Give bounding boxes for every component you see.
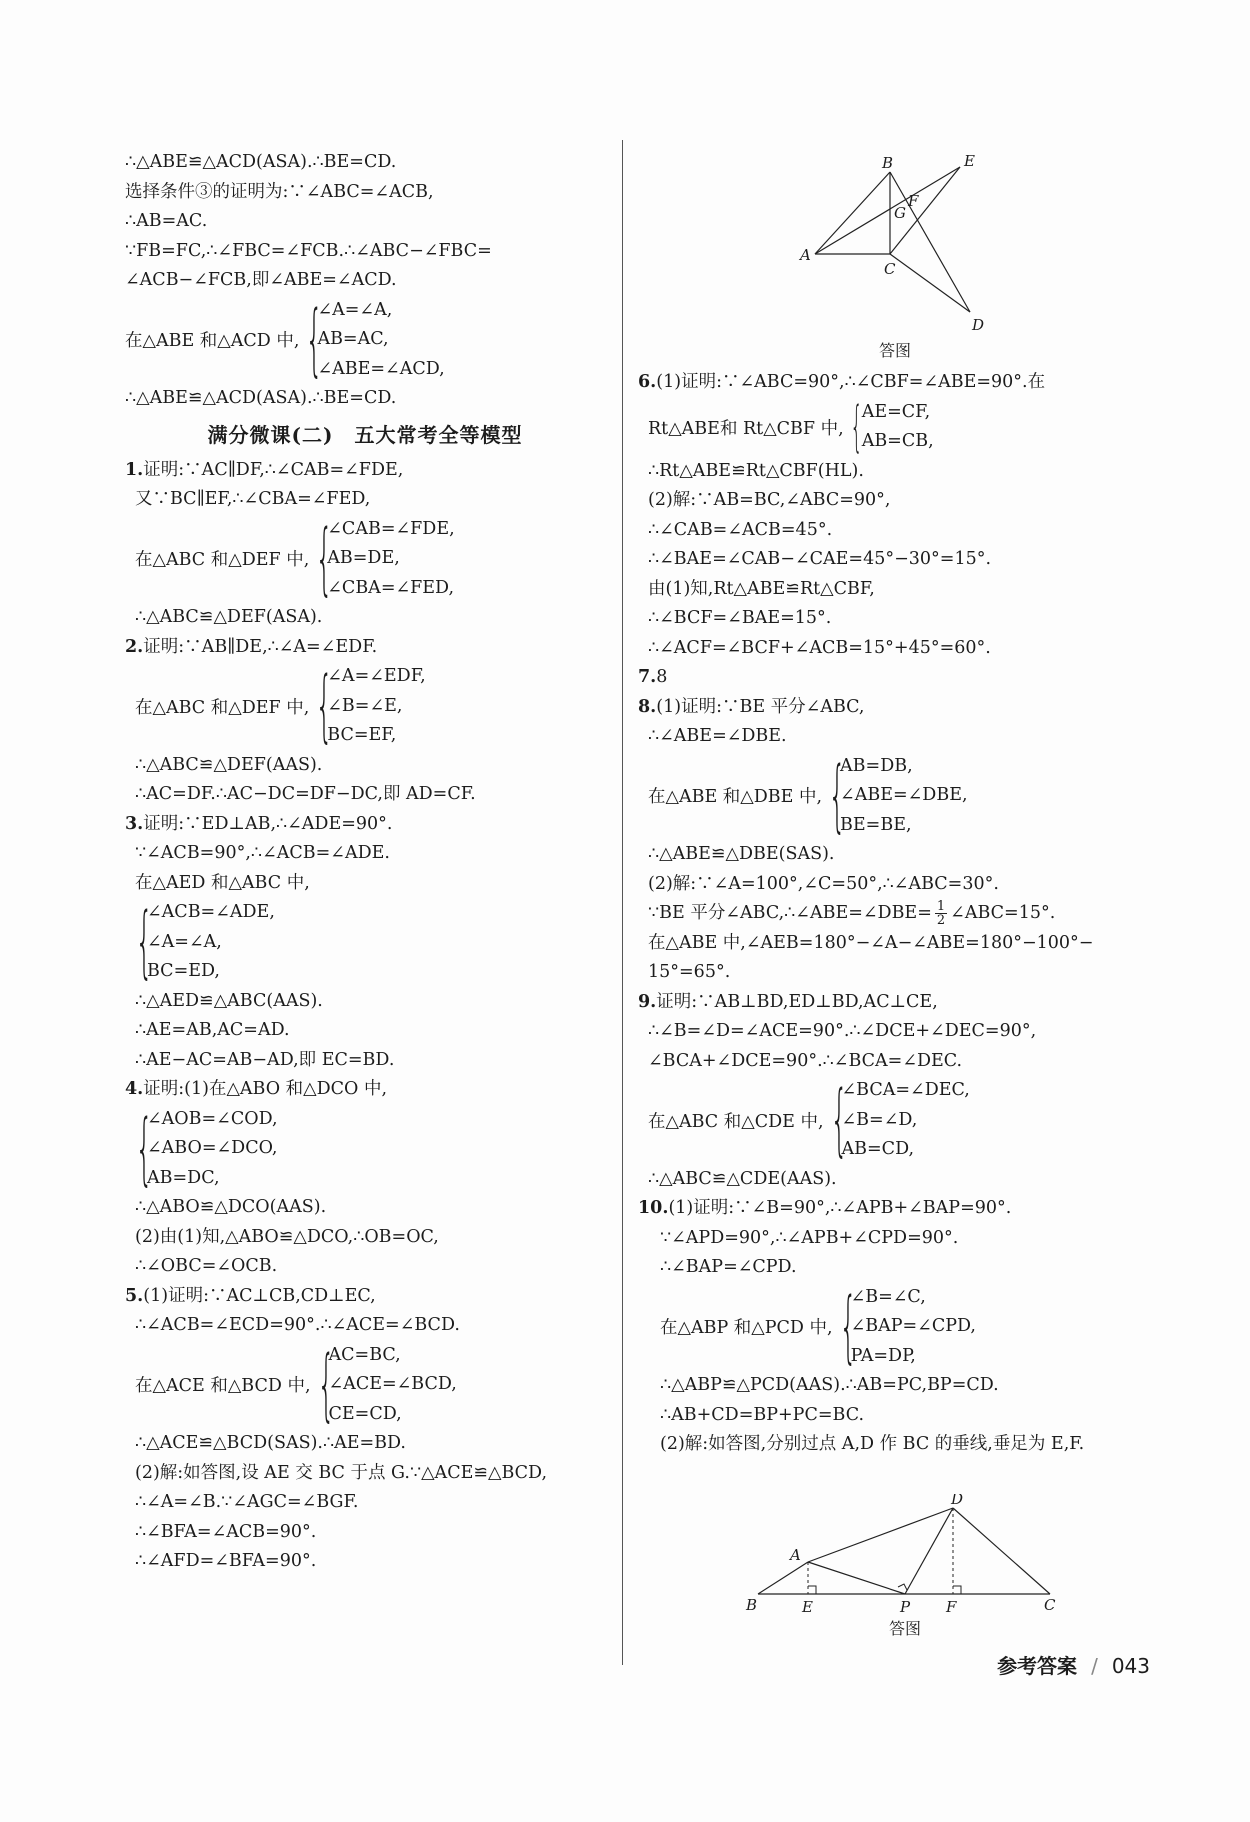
system-line: ∠B=∠C, [850,1286,926,1307]
point-label: C [884,260,896,278]
left-column [125,148,605,1577]
section-title: 满分微课(二) 五大常考全等模型 [207,422,523,447]
point-label: G [894,204,906,222]
point-label: A [790,1546,801,1564]
text-line: ∴∠BCF=∠BAE=15°. [648,608,832,628]
equation-system [638,395,1148,458]
figure-2-diagram [740,1494,1070,1614]
system-prefix: 在△ABC 和△DEF 中, [135,697,310,718]
text-line: ∴△ABP≌△PCD(AAS).∴AB=PC,BP=CD. [660,1375,999,1395]
text-line: ∴Rt△ABE≌Rt△CBF(HL). [648,460,864,481]
system-prefix: 在△ACE 和△BCD 中, [135,1376,311,1397]
point-label: D [951,1494,964,1508]
text-line: ∴∠ABE=∠DBE. [648,726,787,746]
system-line: ∠A=∠A, [147,931,222,952]
problem-number: 8. [638,696,657,717]
text-line: ∴AE=AB,AC=AD. [135,1020,290,1040]
text-line: ∵FB=FC,∴∠FBC=∠FCB.∴∠ABC−∠FBC= [125,240,492,261]
footer-label: 参考答案 [997,1654,1078,1678]
system-line: ∠CBA=∠FED, [327,577,455,598]
text-segment: ∵BE 平分∠ABC,∴∠ABE=∠DBE= [648,903,932,923]
text-line: ∴∠BAP=∠CPD. [660,1257,797,1277]
brace-icon: { [315,661,334,752]
brace-icon: { [135,897,153,988]
system-prefix: 在△ABC 和△DEF 中, [135,550,310,571]
page-number: 043 [1111,1654,1150,1678]
system-line: BC=EF, [327,725,397,745]
system-line: ∠AOB=∠COD, [147,1108,278,1129]
problem-number: 7. [638,667,657,687]
text-line: ∠BCA+∠DCE=90°.∴∠BCA=∠DEC. [648,1050,963,1071]
system-line: ∠ACE=∠BCD, [328,1374,457,1394]
system-prefix: Rt△ABE和 Rt△CBF 中, [648,418,844,439]
brace-icon: { [135,1103,153,1194]
problem-number: 3. [125,813,144,834]
figure-1-diagram [790,152,1000,332]
equation-system [125,296,605,385]
text-line: ∴△AED≌△ABC(AAS). [135,990,323,1011]
text-line: 证明:∵AB⊥BD,ED⊥BD,AC⊥CE, [656,991,938,1012]
equation-system [125,1105,605,1194]
text-line: (1)证明:∵∠ABC=90°,∴∠CBF=∠ABE=90°.在 [656,372,1046,392]
text-line: 证明:∵AC∥DF,∴∠CAB=∠FDE, [143,459,404,480]
text-line: 选择条件③的证明为:∵∠ABC=∠ACB, [125,181,434,202]
text-line: ∴△ABE≌△ACD(ASA).∴BE=CD. [125,388,397,408]
equation-system [638,752,1148,841]
point-label: A [800,246,811,264]
system-line: ∠CAB=∠FDE, [327,518,455,539]
text-line: ∴∠OBC=∠OCB. [135,1256,278,1276]
equation-system [638,1076,1148,1165]
point-label: P [900,1598,911,1614]
system-line: AE=CF, [861,401,931,422]
text-line: (2)解:∵∠A=100°,∠C=50°,∴∠ABC=30°. [648,873,999,894]
problem-number: 4. [125,1079,144,1099]
system-line: ∠ABO=∠DCO, [147,1138,278,1158]
figure-caption: 答图 [888,1619,921,1638]
system-line: AB=CD, [841,1139,915,1159]
brace-icon: { [830,1075,848,1166]
brace-icon: { [317,1339,335,1430]
text-line: 证明:∵ED⊥AB,∴∠ADE=90°. [143,813,393,834]
system-line: ∠BCA=∠DEC, [841,1080,970,1100]
figure-caption: 答图 [878,341,911,360]
problem-number: 10. [638,1198,669,1218]
text-line: 又∵BC∥EF,∴∠CBA=∠FED, [135,489,371,509]
text-line: 8 [656,667,668,687]
problem-number: 6. [638,372,657,392]
text-line: ∵∠APD=90°,∴∠APB+∠CPD=90°. [660,1227,959,1248]
system-line: BC=ED, [147,961,220,981]
text-line: (2)由(1)知,△ABO≌△DCO,∴OB=OC, [135,1226,439,1247]
system-line: BE=BE, [840,814,912,835]
system-line: ∠BAP=∠CPD, [850,1316,976,1336]
equation-system [125,662,605,751]
system-line: ∠A=∠EDF, [327,666,426,686]
system-prefix: 在△ABC 和△CDE 中, [648,1111,824,1132]
system-line: AB=CB, [861,431,934,451]
problem-number: 9. [638,991,657,1012]
footer-separator: / [1091,1654,1098,1678]
text-line: (1)证明:∵∠B=90°,∴∠APB+∠BAP=90°. [668,1198,1012,1218]
text-line: ∠ACB−∠FCB,即∠ABE=∠ACD. [125,270,397,290]
text-line: ∴△ABC≌△CDE(AAS). [648,1168,837,1189]
text-line: ∴△ABE≌△ACD(ASA).∴BE=CD. [125,152,397,172]
problem-number: 2. [125,636,144,657]
system-line: ∠ABE=∠DBE, [840,785,968,805]
system-prefix: 在△ABE 和△DBE 中, [648,787,823,808]
text-line: 证明:(1)在△ABO 和△DCO 中, [143,1079,388,1099]
text-line: ∴∠ACF=∠BCF+∠ACB=15°+45°=60°. [648,637,991,658]
system-line: PA=DP, [850,1345,916,1366]
text-line: ∴∠BFA=∠ACB=90°. [135,1521,317,1542]
brace-icon: { [839,1281,857,1372]
system-line: ∠B=∠D, [841,1109,918,1130]
system-line: ∠A=∠A, [317,299,393,320]
equation-system [125,1341,605,1430]
system-line: AB=DE, [327,548,400,568]
text-line: ∴AB=AC. [125,211,208,231]
text-line-with-fraction [638,899,1148,929]
fraction-denominator: 2 [936,913,946,929]
brace-icon: { [850,395,863,458]
text-line: (2)解:如答图,分别过点 A,D 作 BC 的垂线,垂足为 E,F. [660,1434,1085,1454]
text-line: ∴△ACE≌△BCD(SAS).∴AE=BD. [135,1433,406,1453]
geometry-figure-1 [790,152,1000,362]
system-line: AC=BC, [328,1344,401,1365]
point-label: B [746,1596,758,1614]
text-line: ∴AC=DF.∴AC−DC=DF−DC,即 AD=CF. [135,784,476,804]
text-line: ∴∠CAB=∠ACB=45°. [648,519,833,540]
text-line: ∴△ABE≌△DBE(SAS). [648,844,835,864]
system-line: ∠ACB=∠ADE, [147,902,275,922]
text-line: ∴∠BAE=∠CAB−∠CAE=45°−30°=15°. [648,549,992,569]
text-line: (1)证明:∵AC⊥CB,CD⊥EC, [143,1285,376,1306]
text-line: 在△AED 和△ABC 中, [135,872,310,893]
page-footer [997,1650,1150,1679]
system-line: CE=CD, [328,1403,402,1424]
text-line: (2)解:∵AB=BC,∠ABC=90°, [648,490,891,510]
system-line: ∠B=∠E, [327,695,403,716]
text-line: ∵∠ACB=90°,∴∠ACB=∠ADE. [135,843,390,863]
brace-icon: { [315,513,334,604]
equation-system [125,898,605,987]
problem-number: 1. [125,459,144,480]
text-line: ∴∠B=∠D=∠ACE=90°.∴∠DCE+∠DEC=90°, [648,1021,1037,1041]
point-label: E [964,152,975,170]
text-line: ∴△ABC≌△DEF(ASA). [135,607,323,627]
right-column [638,368,1148,1460]
text-line: ∴∠AFD=∠BFA=90°. [135,1551,317,1571]
geometry-figure-2 [740,1494,1070,1638]
text-line: ∴AB+CD=BP+PC=BC. [660,1404,865,1425]
system-line: ∠ABE=∠ACD, [317,358,445,379]
system-line: AB=AC, [317,329,389,349]
text-line: 15°=65°. [648,962,731,982]
text-line: (2)解:如答图,设 AE 交 BC 于点 G.∵△ACE≌△BCD, [135,1462,548,1483]
text-line: ∴△ABO≌△DCO(AAS). [135,1197,327,1217]
text-line: 证明:∵AB∥DE,∴∠A=∠EDF. [143,636,378,657]
point-label: F [908,192,919,210]
fraction-numerator: 1 [936,899,946,915]
text-line: (1)证明:∵BE 平分∠ABC, [656,696,865,717]
system-line: AB=DB, [840,755,913,776]
point-label: D [972,316,985,332]
point-label: B [882,154,894,172]
text-segment: ∠ABC=15°. [950,903,1056,923]
brace-icon: { [305,294,324,385]
column-divider [622,140,623,1665]
text-line: ∴AE−AC=AB−AD,即 EC=BD. [135,1049,395,1070]
text-line: 由(1)知,Rt△ABE≌Rt△CBF, [648,578,875,599]
text-line: ∴∠A=∠B.∵∠AGC=∠BGF. [135,1492,359,1512]
system-prefix: 在△ABP 和△PCD 中, [660,1318,833,1339]
point-label: F [946,1598,957,1614]
brace-icon: { [828,750,846,841]
equation-system [638,1283,1148,1372]
text-line: ∴△ABC≌△DEF(AAS). [135,754,323,775]
text-line: ∴∠ACB=∠ECD=90°.∴∠ACE=∠BCD. [135,1315,460,1335]
system-prefix: 在△ABE 和△ACD 中, [125,331,300,352]
point-label: E [802,1598,813,1614]
point-label: C [1044,1596,1056,1614]
equation-system [125,515,605,604]
fraction [935,900,947,927]
system-line: AB=DC, [147,1167,220,1188]
text-line: 在△ABE 中,∠AEB=180°−∠A−∠ABE=180°−100°− [648,932,1094,953]
problem-number: 5. [125,1285,144,1306]
